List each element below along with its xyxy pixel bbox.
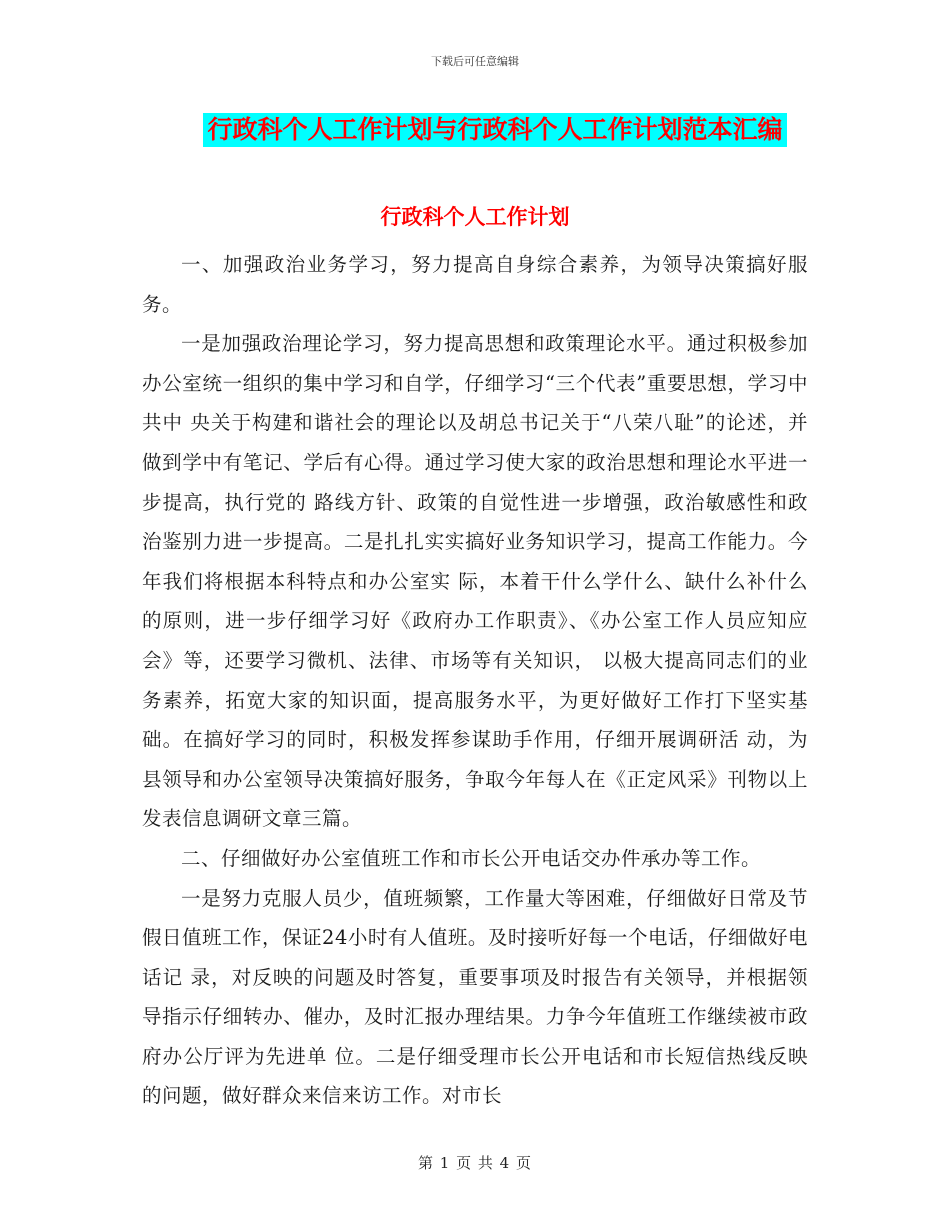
body-paragraph: 一、加强政治业务学习，努力提高自身综合素养，为领导决策搞好服务。 bbox=[142, 253, 808, 316]
body-paragraph: 一是加强政治理论学习，努力提高思想和政策理论水平。通过积极参加办公室统一组织的集中学习和自学，仔细学习“三个代表”重要思想，学习中共中 央关于构建和谐社会的理论以及胡总书记关于“八荣八耻”的论述，并做到学中有笔记、学后有心得。通过学习使大家的政治思想和理论水平进一步提高，执行党的 路线方针、政策的自觉性进一步增强，政治敏感性和政治鉴别力进一步提高。二是扎扎实实搞好业务知识学习，提高工作能力。今年我们将根据本科特点和办公室实 际，本着干什么学什么、缺什么补什么的原则，进一步仔细学习好《政府办工作职责》、《办公室工作人员应知应会》等，还要学习微机、法律、市场等有关知识， 以极大提高同志们的业务素养，拓宽大家的知识面，提高服务水平，为更好做好工作打下坚实基础。在搞好学习的同时，积极发挥参谋助手作用，仔细开展调研活 动，为县领导和办公室领导决策搞好服务，争取今年每人在《正定风采》刊物以上发表信息调研文章三篇。 bbox=[142, 332, 808, 831]
page-header-note: 下载后可任意编辑 bbox=[431, 55, 519, 68]
document-body bbox=[142, 245, 808, 1116]
body-paragraph: 二、仔细做好办公室值班工作和市长公开电话交办件承办等工作。 bbox=[181, 846, 762, 870]
section-title: 行政科个人工作计划 bbox=[380, 205, 570, 229]
document-title-container bbox=[0, 113, 950, 147]
document-title: 行政科个人工作计划与行政科个人工作计划范本汇编 bbox=[203, 113, 786, 147]
body-paragraph: 一是努力克服人员少，值班频繁，工作量大等困难，仔细做好日常及节假日值班工作，保证24小时有人值班。及时接听好每一个电话，仔细做好电话记 录，对反映的问题及时答复，重要事项及时报告有关领导，并根据领导指示仔细转办、催办，及时汇报办理结果。力争今年值班工作继续被市政府办公厅评为先进单 位。二是仔细受理市长公开电话和市长短信热线反映的问题，做好群众来信来访工作。对市长 bbox=[142, 886, 808, 1108]
page-number-footer: 第 1 页 共 4 页 bbox=[418, 1154, 532, 1172]
